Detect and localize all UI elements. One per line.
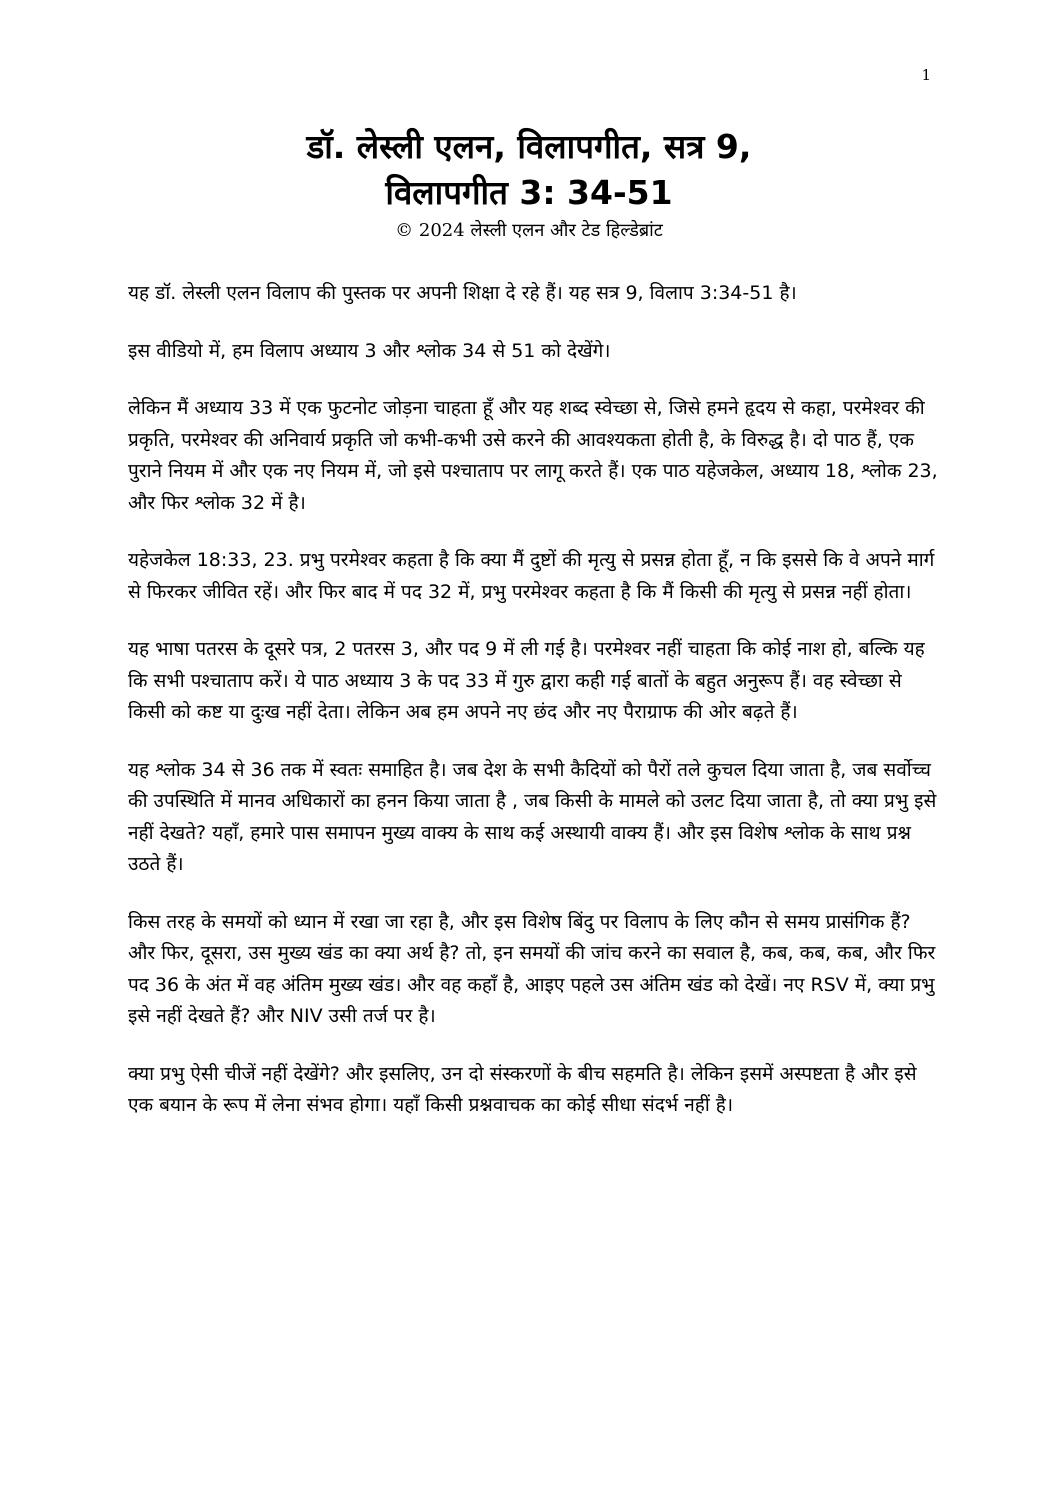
paragraph-8: क्या प्रभु ऐसी चीजें नहीं देखेंगे? और इसलिए, उन दो संस्करणों के बीच सहमति है। लेकिन इसमें अस्पष्टता है और इसे एक बयान के रूप में लेना संभव होगा। यहाँ किसी प्रश्नवाचक का कोई सीधा संदर्भ नहीं है। (128, 1062, 917, 1116)
paragraph-5: यह भाषा पतरस के दूसरे पत्र, 2 पतरस 3, और पद 9 में ली गई है। परमेश्वर नहीं चाहता कि कोई नाश हो, बल्कि यह कि सभी पश्चाताप करें। ये पाठ अध्याय 3 के पद 33 में गुरु द्वारा कही गई बातों के बहुत अनुरूप हैं। वह स्वेच्छा से किसी को कष्ट या दुःख नहीं देता। लेकिन अब हम अपने नए छंद और नए पैराग्राफ की ओर बढ़ते हैं। (128, 638, 925, 723)
paragraph-3: लेकिन मैं अध्याय 33 में एक फुटनोट जोड़ना चाहता हूँ और यह शब्द स्वेच्छा से, जिसे हमने हृदय से कहा, परमेश्वर की प्रकृति, परमेश्वर की अनिवार्य प्रकृति जो कभी-कभी उसे करने की आवश्यकता होती है, के विरुद्ध है। दो पाठ हैं, एक पुराने नियम में और एक नए नियम में, जो इसे पश्चाताप पर लागू करते हैं। एक पाठ यहेजकेल, अध्याय 18, श्लोक 23, और फिर श्लोक 32 में है। (128, 397, 938, 514)
paragraph-4: यहेजकेल 18:33, 23. प्रभु परमेश्वर कहता है कि क्या मैं दुष्टों की मृत्यु से प्रसन्न होता हूँ, न कि इससे कि वे अपने मार्ग से फिरकर जीवित रहें। और फिर बाद में पद 32 में, प्रभु परमेश्वर कहता है कि मैं किसी की मृत्यु से प्रसन्न नहीं होता। (128, 549, 935, 603)
page-number: 1 (921, 66, 931, 84)
title-line-2: विलापगीत 3: 34-51 (385, 173, 673, 212)
paragraph-1: यह डॉ. लेस्ली एलन विलाप की पुस्तक पर अपनी शिक्षा दे रहे हैं। यह सत्र 9, विलाप 3:34-51 है। (128, 282, 797, 304)
paragraph-6: यह श्लोक 34 से 36 तक में स्वतः समाहित है। जब देश के सभी कैदियों को पैरों तले कुचल दिया जाता है, जब सर्वोच्च की उपस्थिति में मानव अधिकारों का हनन किया जाता है , जब किसी के मामले को उलट दिया जाता है, तो क्या प्रभु इसे नहीं देखते? यहाँ, हमारे पास समापन मुख्य वाक्य के साथ कई अस्थायी वाक्य हैं। और इस विशेष श्लोक के साथ प्रश्न उठते हैं। (128, 758, 937, 875)
document-header (0, 124, 1058, 244)
copyright-line: © 2024 लेस्ली एलन और टेड हिल्डेब्रांट (395, 220, 663, 241)
document-body (128, 278, 938, 1148)
paragraph-2: इस वीडियो में, हम विलाप अध्याय 3 और श्लोक 34 से 51 को देखेंगे। (128, 339, 611, 362)
paragraph-7: किस तरह के समयों को ध्यान में रखा जा रहा है, और इस विशेष बिंदु पर विलाप के लिए कौन से समय प्रासंगिक हैं? और फिर, दूसरा, उस मुख्य खंड का क्या अर्थ है? तो, इन समयों की जांच करने का सवाल है, कब, कब, कब, और फिर पद 36 के अंत में वह अंतिम मुख्य खंड। और वह कहाँ है, आइए पहले उस अंतिम खंड को देखें। नए RSV में, क्या प्रभु इसे नहीं देखते हैं? और NIV उसी तर्ज पर है। (128, 910, 936, 1027)
title-line-1: डॉ. लेस्ली एलन, विलापगीत, सत्र 9, (306, 127, 752, 166)
document-title (0, 124, 1058, 216)
